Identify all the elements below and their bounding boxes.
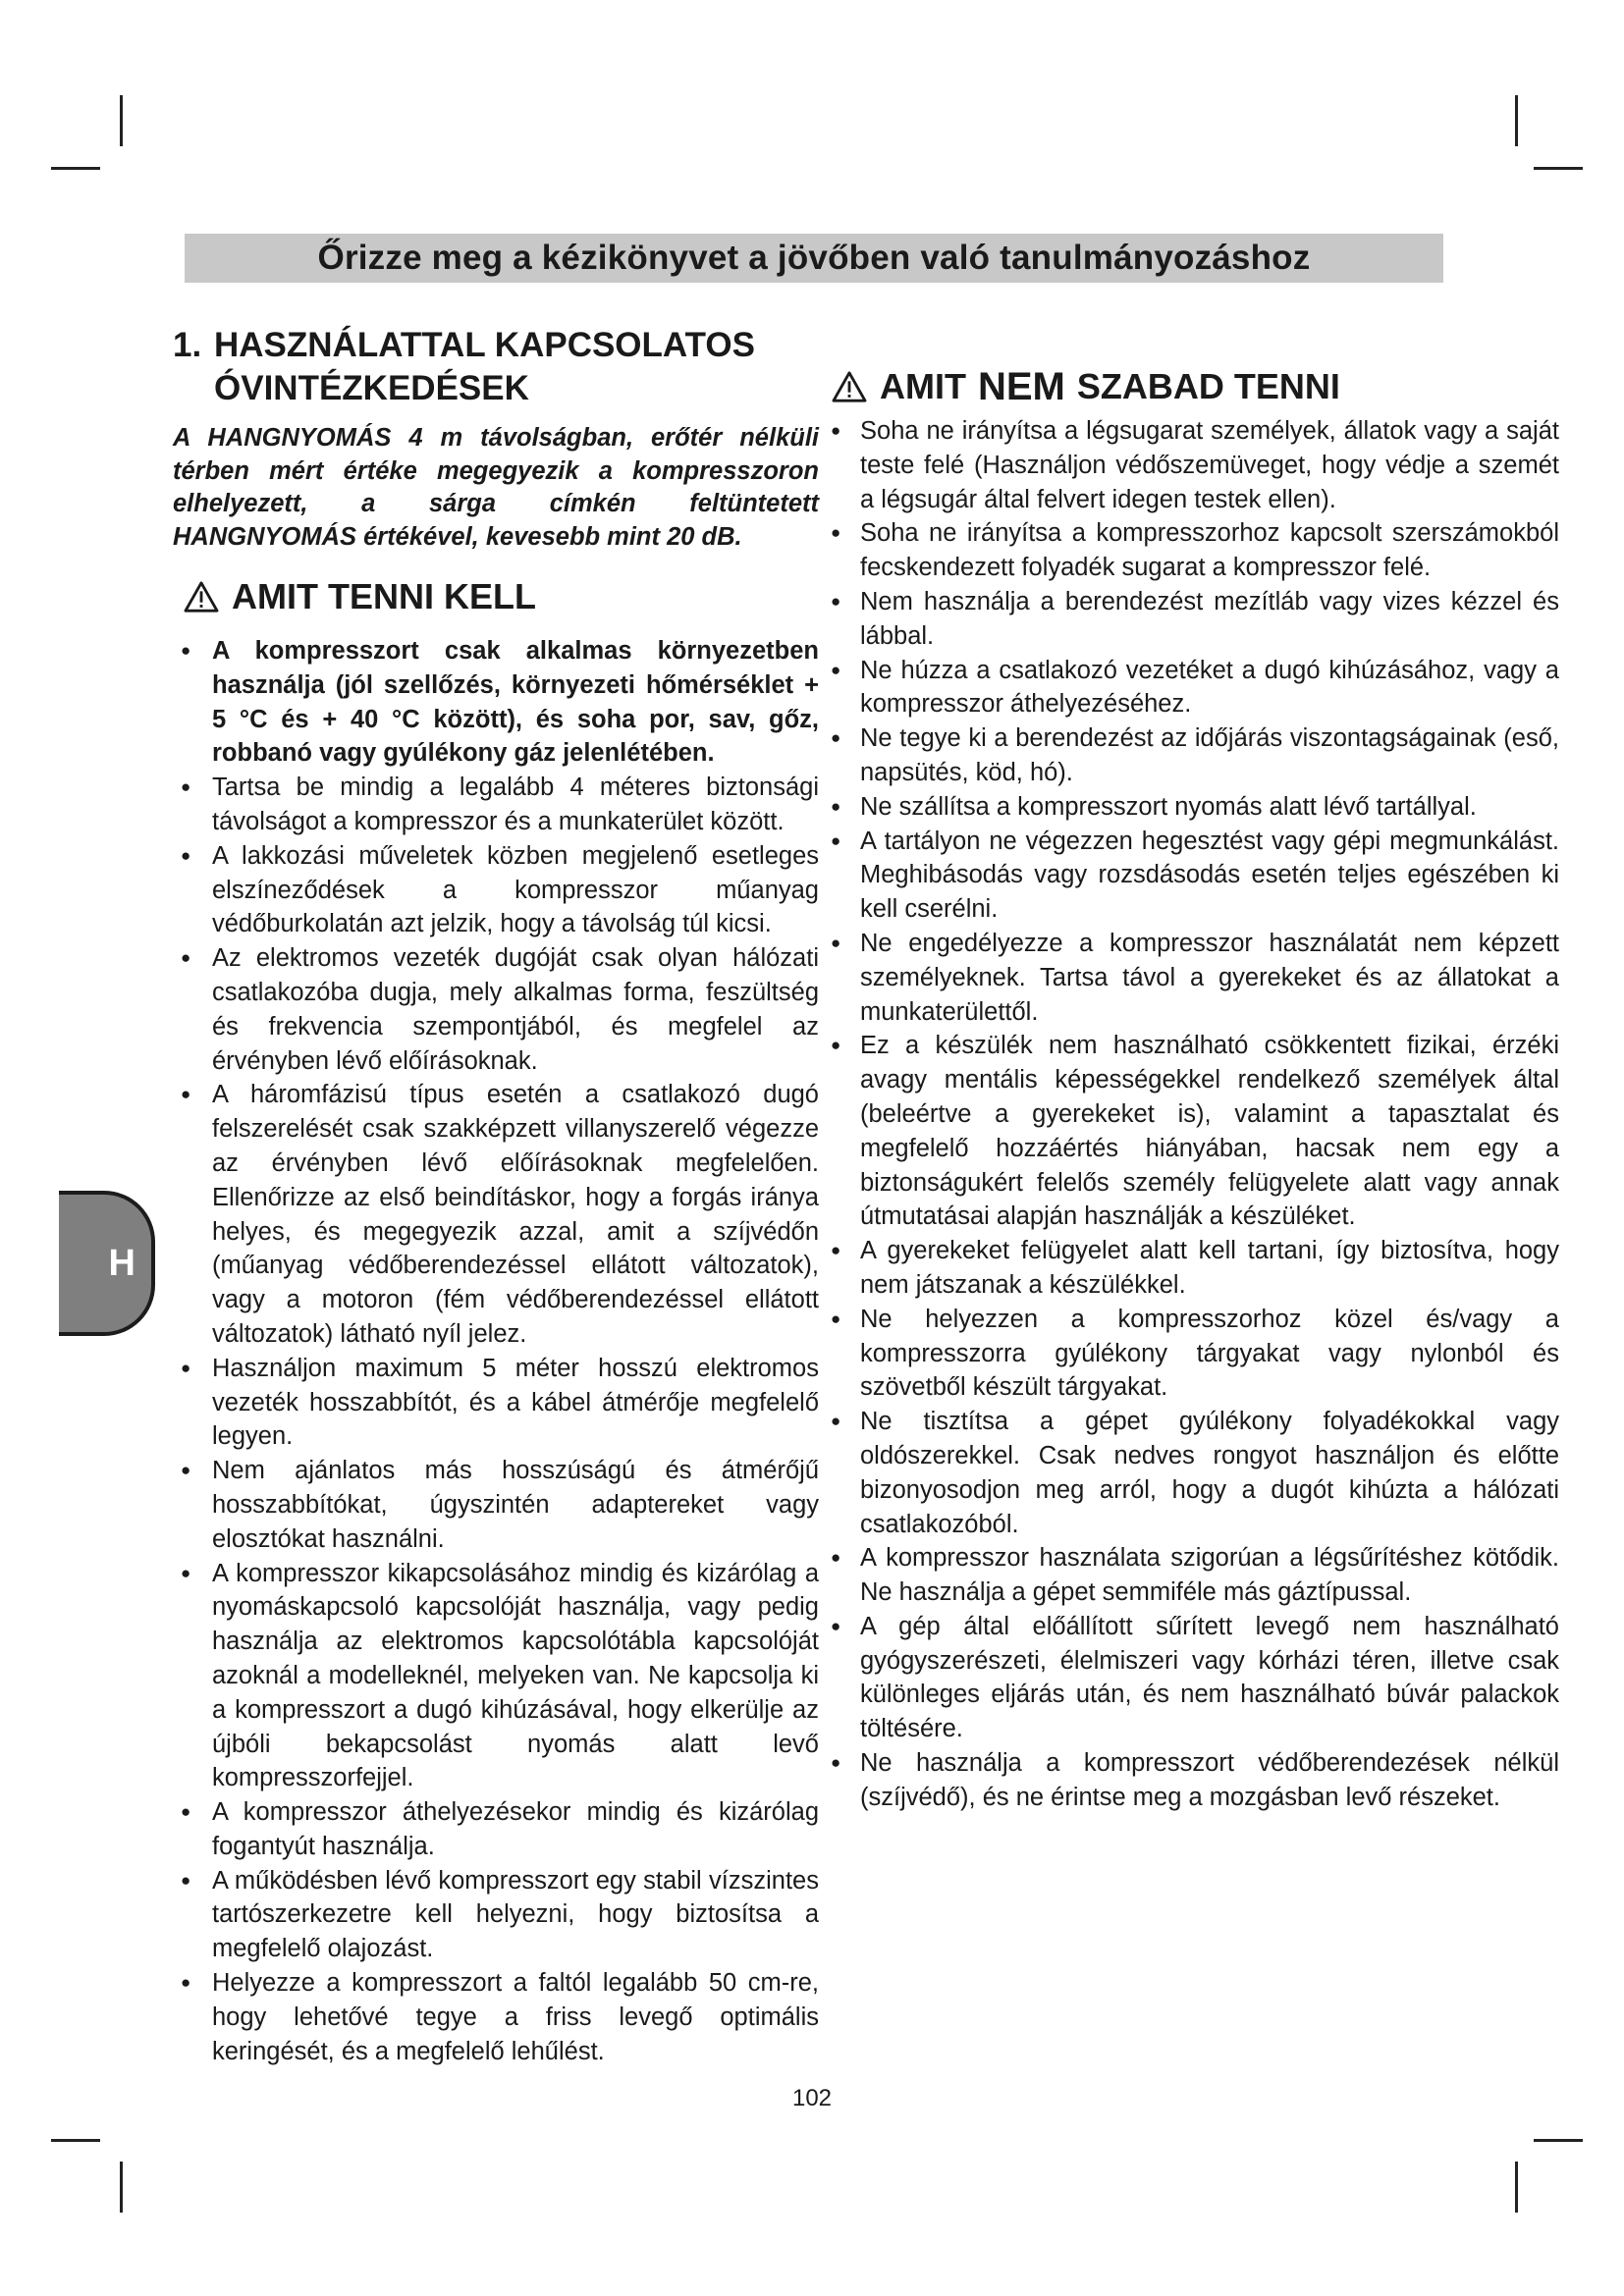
list-item: ● Tartsa be mindig a legalább 4 méteres biztonsági távolságot a kompresszor és a munkaterület között. <box>173 771 819 839</box>
list-item: ● A kompresszor használata szigorúan a légsűrítéshez kötődik. Ne használja a gépet semmiféle más gáztípussal. <box>831 1541 1559 1610</box>
crop-mark <box>1534 167 1583 170</box>
list-item: ● Soha ne irányítsa a kompresszorhoz kapcsolt szerszámokból fecskendezett folyadék sugarat a kompresszor felé. <box>831 516 1559 585</box>
crop-mark <box>51 2139 100 2142</box>
warning-icon <box>183 580 220 614</box>
list-item: ● Nem használja a berendezést mezítláb vagy vizes kézzel és lábbal. <box>831 585 1559 654</box>
list-item: ● A gép által előállított sűrített levegő nem használható gyógyszerészeti, élelmiszeri vagy kórházi téren, illetve csak különleges eljárás után, és nem használható búvár palackok töltésére. <box>831 1610 1559 1746</box>
dont-list <box>831 414 1559 1815</box>
list-item: ● A kompresszort csak alkalmas környezetben használja (jól szellőzés, környezeti hőmérséklet + 5 °C és + 40 °C között), és soha por, sav, gőz, robbanó vagy gyúlékony gáz jelenlétében. <box>173 634 819 771</box>
section-title-line2: ÓVINTÉZKEDÉSEK <box>214 369 529 407</box>
list-item: ● Ne tisztítsa a gépet gyúlékony folyadékokkal vagy oldószerekkel. Csak nedves rongyot használjon és előtte bizonyosodjon meg arról, hogy a dugót kihúzta a hálózati csatlakozóból. <box>831 1405 1559 1541</box>
do-heading-text: AMIT TENNI KELL <box>232 576 536 616</box>
dont-heading-emph: NEM <box>977 365 1065 408</box>
dont-heading <box>831 365 1559 408</box>
page-banner: Őrizze meg a kézikönyvet a jövőben való tanulmányozáshoz <box>185 234 1443 283</box>
crop-mark <box>51 167 100 170</box>
crop-mark <box>1515 2162 1518 2213</box>
list-item: ● Ne használja a kompresszort védőberendezések nélkül (szíjvédő), és ne érintse meg a mozgásban levő részeket. <box>831 1746 1559 1815</box>
list-item: ● Nem ajánlatos más hosszúságú és átmérőjű hosszabbítókat, úgyszintén adaptereket vagy elosztókat használni. <box>173 1454 819 1556</box>
crop-mark <box>1534 2139 1583 2142</box>
crop-mark <box>120 95 123 146</box>
do-list <box>173 634 819 2068</box>
list-item: ● Ne szállítsa a kompresszort nyomás alatt lévő tartállyal. <box>831 790 1559 825</box>
list-item: ● A lakkozási műveletek közben megjelenő esetleges elszíneződések a kompresszor műanyag védőburkolatán azt jelzik, hogy a távolság túl kicsi. <box>173 839 819 941</box>
crop-mark <box>120 2162 123 2213</box>
dont-heading-pre: AMIT <box>880 366 966 406</box>
dont-heading-post: SZABAD TENNI <box>1076 366 1340 406</box>
list-item: ● A háromfázisú típus esetén a csatlakozó dugó felszerelését csak szakképzett villanyszerelő végezze az érvényben lévő előírásoknak megfelelően. Ellenőrizze az első beindításkor, hogy a forgás iránya helyes, és megegyezik azzal, amit a szíjvédőn (műanyag védőberendezéssel ellátott változatok), vagy a motoron (fém védőberendezéssel ellátott változatok) látható nyíl jelez. <box>173 1078 819 1351</box>
list-item: ● Ne engedélyezze a kompresszor használatát nem képzett személyeknek. Tartsa távol a gyerekeket és az állatokat a munkaterülettől. <box>831 927 1559 1029</box>
page-number: 102 <box>791 2085 833 2111</box>
crop-mark <box>1515 95 1518 146</box>
list-item: ● A gyerekeket felügyelet alatt kell tartani, így biztosítva, hogy nem játszanak a készülékkel. <box>831 1234 1559 1303</box>
list-item: ● Az elektromos vezeték dugóját csak olyan hálózati csatlakozóba dugja, mely alkalmas forma, feszültség és frekvencia szempontjából, és megfelel az érvényben lévő előírásoknak. <box>173 941 819 1078</box>
list-item: ● Helyezze a kompresszort a faltól legalább 50 cm-re, hogy lehetővé tegye a friss levegő optimális keringését, és a megfelelő lehűlést. <box>173 1966 819 2068</box>
list-item: ● Ne helyezzen a kompresszorhoz közel és/vagy a kompresszorra gyúlékony tárgyakat vagy nylonból és szövetből készült tárgyakat. <box>831 1303 1559 1405</box>
list-item: ● A működésben lévő kompresszort egy stabil vízszintes tartószerkezetre kell helyezni, hogy biztosítsa a megfelelő olajozást. <box>173 1864 819 1966</box>
language-tab: H <box>59 1191 155 1336</box>
right-column <box>831 324 1559 1815</box>
section-number: 1. <box>173 326 202 364</box>
noise-note: A HANGNYOMÁS 4 m távolságban, erőtér nélküli térben mért értéke megegyezik a kompresszoron elhelyezett, a sárga címkén feltüntetett HANGNYOMÁS értékével, kevesebb mint 20 dB. <box>173 424 819 551</box>
list-item: ● A tartályon ne végezzen hegesztést vagy gépi megmunkálást. Meghibásodás vagy rozsdásodás esetén teljes egészében ki kell cserélni. <box>831 825 1559 927</box>
section-title <box>173 324 819 410</box>
list-item: ● Ez a készülék nem használható csökkentett fizikai, érzéki avagy mentális képességekkel rendelkező személyek által (beleértve a gyerekeket is), valamint a tapasztalat és megfelelő hozzáértés hiányában, hacsak nem egy a biztonságukért felelős személy felügyelete alatt vagy annak útmutatásai alapján használják a készüléket. <box>831 1029 1559 1234</box>
warning-icon <box>831 370 868 403</box>
list-item: ● Ne húzza a csatlakozó vezetéket a dugó kihúzásához, vagy a kompresszor áthelyezéséhez. <box>831 654 1559 722</box>
do-heading <box>183 575 819 618</box>
list-item: ● A kompresszor áthelyezésekor mindig és kizárólag fogantyút használja. <box>173 1795 819 1864</box>
section-title-line1: HASZNÁLATTAL KAPCSOLATOS <box>214 326 755 364</box>
list-item: ● A kompresszor kikapcsolásához mindig és kizárólag a nyomáskapcsoló kapcsolóját használja, vagy pedig használja az elektromos kapcsolótábla kapcsolóját azoknál a modelleknél, melyeken van. Ne kapcsolja ki a kompresszort a dugó kihúzásával, hogy elkerülje az újbóli bekapcsolást nyomás alatt levő kompresszorfejjel. <box>173 1557 819 1796</box>
left-column <box>173 324 819 2068</box>
list-item: ● Használjon maximum 5 méter hosszú elektromos vezeték hosszabbítót, és a kábel átmérője megfelelő legyen. <box>173 1352 819 1454</box>
list-item: ● Soha ne irányítsa a légsugarat személyek, állatok vagy a saját teste felé (Használjon védőszemüveget, hogy védje a szemét a légsugár által felvert idegen testek ellen). <box>831 414 1559 516</box>
list-item: ● Ne tegye ki a berendezést az időjárás viszontagságainak (eső, napsütés, köd, hó). <box>831 721 1559 790</box>
